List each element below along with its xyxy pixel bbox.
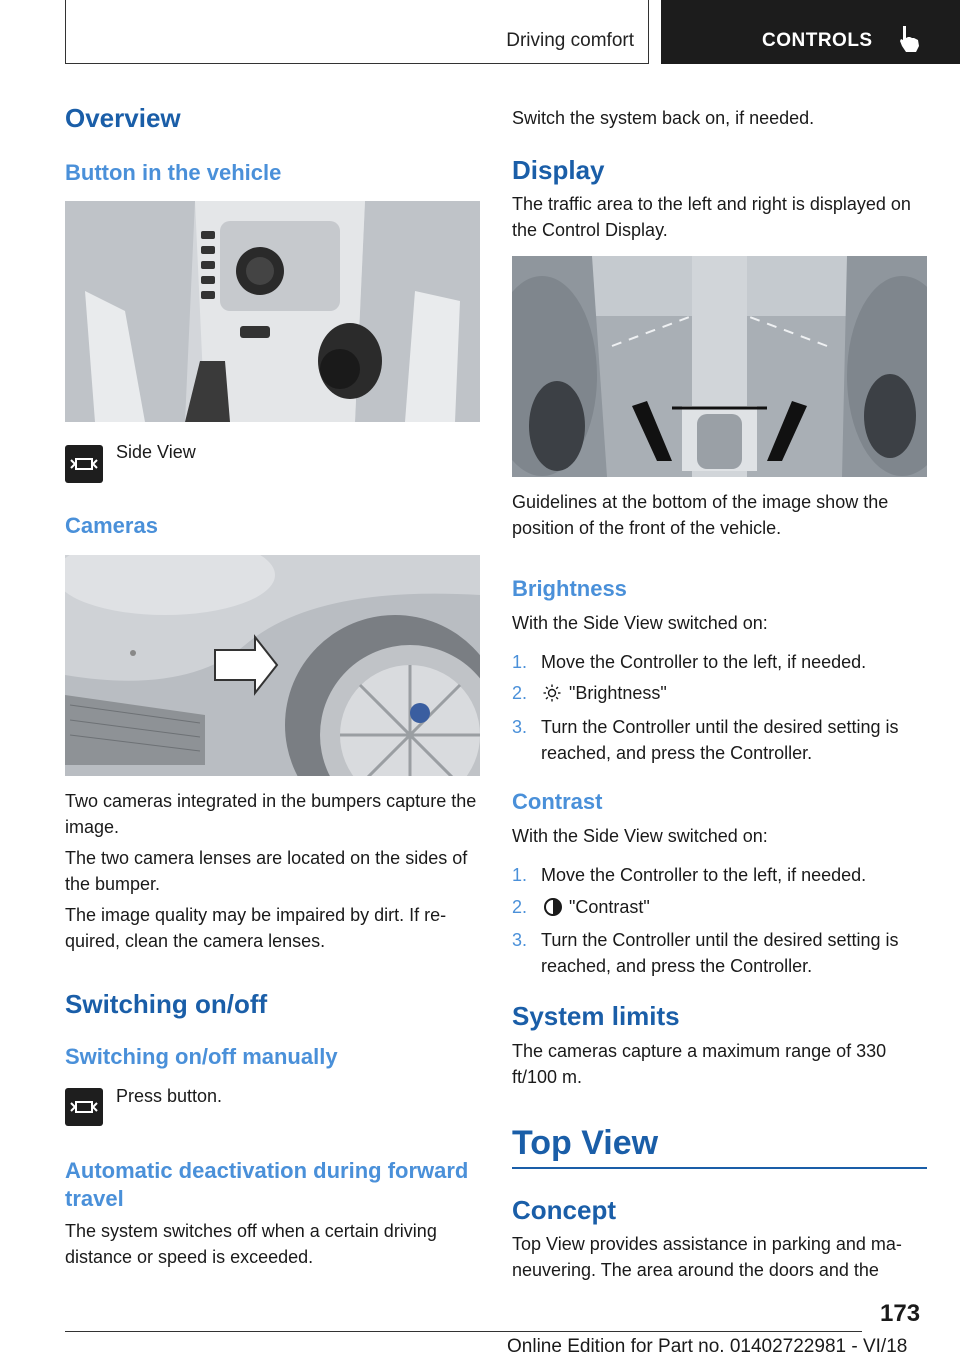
cameras-paragraph-2: The two camera lenses are located on the sides of the bumper. [65, 848, 468, 894]
heading-button-in-vehicle: Button in the vehicle [65, 160, 282, 185]
heading-top-view: Top View [512, 1124, 659, 1162]
list-text: Move the Controller to the left, if needed. [541, 865, 867, 885]
list-number: 2. [512, 897, 528, 917]
heading-auto-deactivation: Automatic deactivation during forward travel [65, 1158, 469, 1211]
heading-overview: Overview [65, 103, 181, 133]
heading-cameras: Cameras [65, 513, 158, 538]
list-text: Turn the Controller until the desired setting is reached, and press the Controller. [541, 930, 899, 976]
list-text: Move the Controller to the left, if needed. [541, 652, 867, 672]
side-view-button-icon-2 [65, 1088, 103, 1126]
footer-edition: Online Edition for Part no. 01402722981 - VI/18 [507, 1336, 908, 1357]
heading-switching: Switching on/off [65, 989, 268, 1019]
system-limits-text: The cameras capture a maximum range of 330 ft/100 m. [512, 1041, 887, 1087]
contrast-icon [543, 897, 563, 917]
footer-rule [65, 1331, 862, 1332]
switch-back-text: Switch the system back on, if needed. [512, 108, 815, 128]
list-number: 1. [512, 865, 528, 885]
heading-brightness: Brightness [512, 576, 627, 601]
brightness-icon [543, 684, 561, 702]
heading-concept: Concept [512, 1195, 616, 1225]
page-number: 173 [880, 1300, 921, 1327]
header-chapter-tab [661, 0, 960, 64]
heading-switching-manually: Switching on/off manually [65, 1044, 338, 1069]
list-number: 3. [512, 930, 528, 950]
heading-system-limits: System limits [512, 1001, 680, 1031]
list-text: "Contrast" [569, 897, 650, 917]
display-text: The traffic area to the left and right is displayed on the Control Display. [512, 194, 911, 240]
side-view-label: Side View [116, 442, 196, 462]
list-number: 2. [512, 683, 528, 703]
center-console-image [65, 201, 480, 422]
side-view-button-icon [65, 445, 103, 483]
list-number: 3. [512, 717, 528, 737]
control-display-image [512, 256, 927, 477]
cameras-paragraph-1: Two cameras integrated in the bumpers capture the image. [65, 791, 477, 837]
auto-deactivation-text: The system switches off when a certain driving distance or speed is exceeded. [65, 1221, 437, 1267]
guidelines-text: Guidelines at the bottom of the image show the position of the front of the vehicle. [512, 492, 889, 538]
heading-contrast: Contrast [512, 789, 603, 814]
list-number: 1. [512, 652, 528, 672]
pointing-hand-icon [897, 24, 923, 54]
cameras-paragraph-3: The image quality may be impaired by dirt. If re‐quired, clean the camera lenses. [65, 905, 447, 951]
top-view-rule [512, 1167, 927, 1169]
bumper-camera-image [65, 555, 480, 776]
brightness-intro: With the Side View switched on: [512, 613, 768, 633]
press-button-text: Press button. [116, 1086, 223, 1106]
list-text: Turn the Controller until the desired setting is reached, and press the Controller. [541, 717, 899, 763]
contrast-intro: With the Side View switched on: [512, 826, 768, 846]
heading-display: Display [512, 155, 605, 185]
chapter-label: CONTROLS [762, 30, 873, 51]
header-section-title: Driving comfort [506, 30, 634, 51]
concept-text: Top View provides assistance in parking and ma‐neuvering. The area around the doors and the [512, 1234, 902, 1280]
list-text: "Brightness" [569, 683, 667, 703]
